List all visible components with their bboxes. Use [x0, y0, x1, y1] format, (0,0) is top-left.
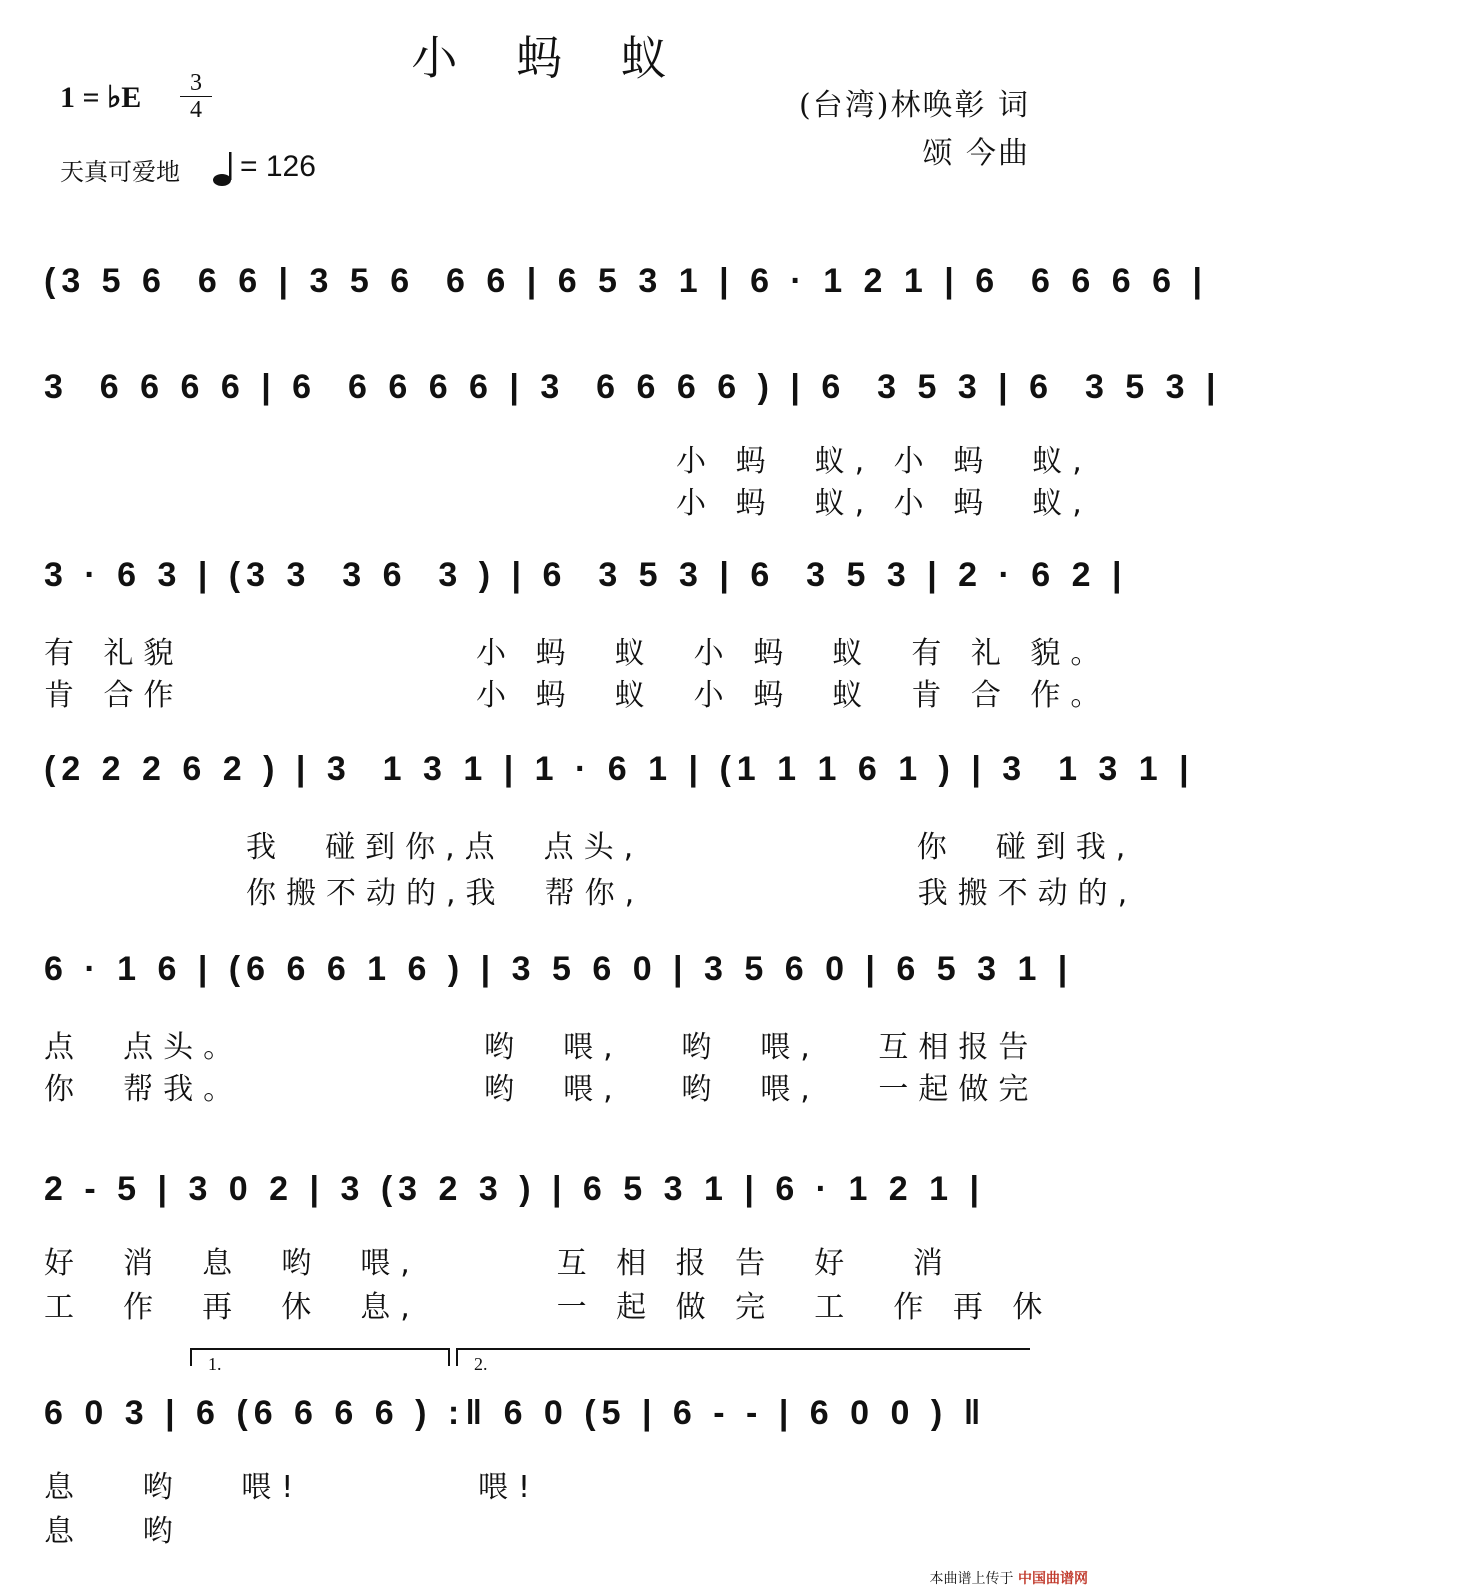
song-title: 小 蚂 蚁: [411, 31, 689, 85]
time-signature: [180, 70, 212, 123]
score-line-2: 3 6 6 6 6 | 6 6 6 6 6 | 3 6 6 6 6 ) | 6 3 5 3 | 6 3 5 3 |: [44, 368, 1222, 406]
key-signature: 1 = ♭E: [60, 81, 142, 114]
lyric-line-6-verse-2: 工 作 再 休 息, 一 起 做 完 工 作 再 休: [44, 1290, 1053, 1325]
volta-bracket-1: [190, 1348, 450, 1366]
lyric-line-3-verse-1b: 小 蚂 蚁 小 蚂 蚁 有 礼 貌。: [476, 636, 1111, 671]
score-line-3: 3 · 6 3 | (3 3 3 6 3 ) | 6 3 5 3 | 6 3 5 3 | 2 · 6 2 |: [44, 556, 1128, 594]
meter-bottom: 4: [190, 97, 202, 123]
lyric-line-5-verse-2a: 你 帮我。: [44, 1072, 244, 1107]
lyric-line-4-verse-1: 我 碰到你,点 点头, 你 碰到我,: [246, 830, 1136, 865]
lyric-line-6-verse-1: 好 消 息 哟 喂, 互 相 报 告 好 消: [44, 1246, 953, 1281]
score-line-5: 6 · 1 6 | (6 6 6 1 6 ) | 3 5 6 0 | 3 5 6 0 | 6 5 3 1 |: [44, 950, 1074, 988]
lyric-line-5-verse-1b: 哟 喂, 哟 喂, 互相报告: [484, 1030, 1039, 1065]
score-line-4: (2 2 2 6 2 ) | 3 1 3 1 | 1 · 6 1 | (1 1 1 6 1 ) | 3 1 3 1 |: [44, 750, 1195, 788]
volta-bracket-2: [456, 1348, 1030, 1366]
lyric-line-2-verse-2: 小 蚂 蚁, 小 蚂 蚁,: [676, 486, 1092, 521]
upload-text: 本曲谱上传于: [929, 1571, 1014, 1587]
score-line-7: 6 0 3 | 6 (6 6 6 6 ) :‖ 6 0 (5 | 6 - - | 6 0 0 ) ‖: [44, 1394, 987, 1432]
site-brand: 中国曲谱网: [1018, 1571, 1088, 1587]
lyric-line-5-verse-1a: 点 点头。: [44, 1030, 244, 1065]
score-line-6: 2 - 5 | 3 0 2 | 3 (3 2 3 ) | 6 5 3 1 | 6 · 1 2 1 |: [44, 1170, 986, 1208]
composer-credit: 颂 今曲: [922, 136, 1030, 171]
lyric-line-2-verse-1: 小 蚂 蚁, 小 蚂 蚁,: [676, 444, 1092, 479]
lyric-line-3-verse-1a: 有 礼貌: [44, 636, 184, 671]
volta-number-1: 1.: [208, 1354, 222, 1374]
lyric-line-4-verse-2: 你搬不动的,我 帮你, 我搬不动的,: [246, 876, 1138, 911]
meter-top: 3: [180, 70, 212, 97]
lyric-line-3-verse-2b: 小 蚂 蚁 小 蚂 蚁 肯 合 作。: [476, 678, 1111, 713]
lyric-line-3-verse-2a: 肯 合作: [44, 678, 184, 713]
source-watermark: [930, 1568, 1088, 1588]
lyric-line-7-verse-1b: 喂!: [478, 1470, 541, 1505]
quarter-note-icon: [212, 152, 238, 188]
lyric-line-7-verse-1a: 息 哟 喂!: [44, 1470, 304, 1505]
tempo-marking: 天真可爱地: [60, 158, 180, 186]
lyric-line-7-verse-2: 息 哟: [44, 1514, 183, 1549]
score-line-1: (3 5 6 6 6 | 3 5 6 6 6 | 6 5 3 1 | 6 · 1 2 1 | 6 6 6 6 6 |: [44, 262, 1208, 300]
volta-number-2: 2.: [474, 1354, 488, 1374]
tempo-bpm: = 126: [240, 150, 316, 183]
lyricist-credit: (台湾)林唤彰 词: [799, 88, 1030, 123]
lyric-line-5-verse-2b: 哟 喂, 哟 喂, 一起做完: [484, 1072, 1039, 1107]
